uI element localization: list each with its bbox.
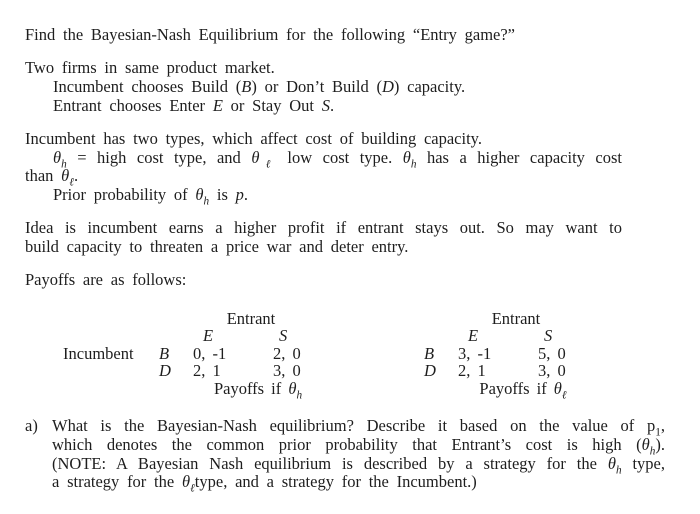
setup-line-3: Entrant chooses Enter E or Stay Out S. — [53, 95, 335, 115]
types-line-4: Prior probability of $\theta_h$ is p. — [53, 184, 249, 208]
table-row — [63, 310, 327, 328]
table-caption — [420, 378, 592, 402]
entrant-label: Entrant — [226, 308, 276, 328]
table-caption — [63, 378, 327, 402]
types-line-3: than $\theta_\ell$. — [25, 166, 79, 189]
part-a-line-4: a strategy for the $\theta_\ell type$, and a strategy for the Incumbent.) — [52, 472, 477, 495]
caption-low-cost: Payoffs if $\theta_\ell$ — [479, 378, 567, 402]
cell-b-s: 5, 0 — [538, 343, 566, 363]
setup-line-1: Two firms in same product market. — [25, 58, 275, 78]
part-a-line-3: (NOTE: A Bayesian Nash equilibrium is described by a strategy for the $\theta_h$ type, — [52, 453, 665, 476]
row-header-b: B — [159, 343, 170, 363]
table-row — [420, 362, 592, 380]
problem-document — [25, 25, 665, 495]
problem-title: Find the Bayesian-Nash Equilibrium for the following “Entry game?” — [25, 25, 516, 44]
table-row — [63, 345, 327, 363]
part-a-text — [52, 416, 665, 495]
table-row — [63, 327, 327, 345]
table-row — [63, 362, 327, 380]
col-header-e: E — [203, 326, 214, 346]
cell-d-s: 3, 0 — [273, 361, 301, 381]
row-header-d: D — [159, 361, 171, 381]
payoffs-heading: Payoffs are as follows: — [25, 270, 187, 290]
part-a-line-2: which denotes the common prior probability that Entrant’s cost is high $(\theta_h)$. — [52, 434, 665, 458]
types-line-1: Incumbent has two types, which affect cost of building capacity. — [25, 128, 482, 148]
incumbent-label: Incumbent — [63, 343, 134, 363]
cell-d-s: 3, 0 — [538, 361, 566, 381]
part-a-line-1: What is the Bayesian-Nash equilibrium? Describe it based on the value of $p_1$, — [52, 416, 665, 439]
payoff-tables — [25, 308, 665, 402]
cell-d-e: 2, 1 — [193, 361, 221, 381]
idea-line-2: build capacity to threaten a price war and deter entry. — [25, 236, 409, 256]
col-header-e: E — [468, 326, 479, 346]
question-part-a — [25, 416, 665, 495]
table-row — [420, 345, 592, 363]
cell-d-e: 2, 1 — [458, 361, 486, 381]
col-header-s: S — [279, 326, 288, 346]
cell-b-e: 3, -1 — [458, 343, 492, 363]
cell-b-e: 0, -1 — [193, 343, 227, 363]
table-row — [420, 310, 592, 328]
types-line-2: $\theta_h$ = high cost type, and $\theta_\ell$ low cost type. $\theta_h$ has a higher capacity cost — [53, 147, 622, 170]
payoff-table-low-cost — [420, 308, 592, 402]
cell-b-s: 2, 0 — [273, 343, 301, 363]
payoff-table-high-cost — [63, 308, 327, 402]
table-row — [420, 327, 592, 345]
row-header-d: D — [424, 361, 436, 381]
setup-line-2: Incumbent chooses Build (B) or Don’t Build (D) capacity. — [53, 76, 466, 96]
part-a-marker: a) — [25, 416, 38, 436]
col-header-s: S — [544, 326, 553, 346]
caption-high-cost: Payoffs if $\theta_h$ — [213, 378, 303, 402]
row-header-b: B — [424, 343, 435, 363]
idea-line-1: Idea is incumbent earns a higher profit if entrant stays out. So may want to — [25, 218, 622, 238]
entrant-label: Entrant — [491, 308, 541, 328]
